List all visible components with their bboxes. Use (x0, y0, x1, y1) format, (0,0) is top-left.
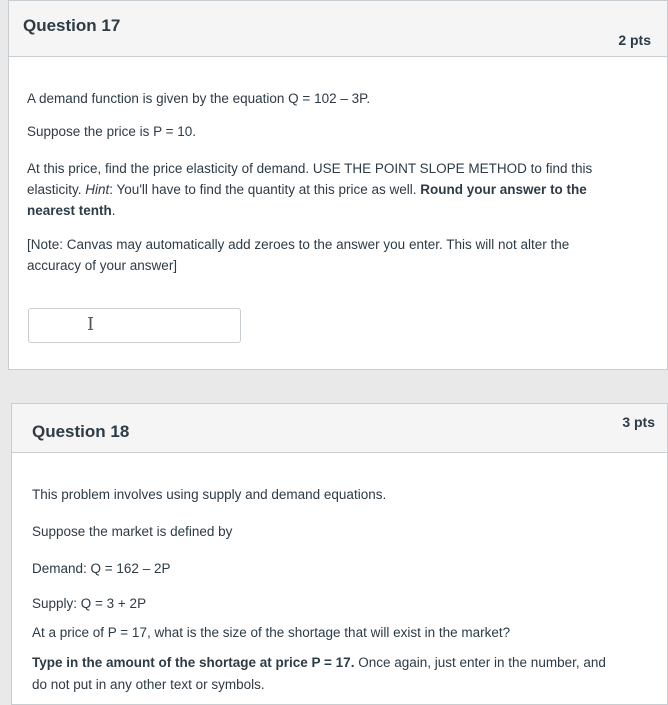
question-18-text-2: Suppose the market is defined by (32, 524, 233, 539)
question-17-card (8, 0, 668, 370)
question-18-text-4 (32, 652, 606, 673)
question-18-header (12, 404, 667, 453)
question-18-card (11, 403, 668, 705)
question-18-demand: Demand: Q = 162 – 2P (32, 561, 171, 576)
question-18-title: Question 18 (32, 422, 130, 441)
q17-hint-label: Hint (85, 182, 110, 197)
q18-once-again: Once again, just enter in the number, and (354, 655, 606, 670)
question-18-text-5: do not put in any other text or symbols. (32, 677, 265, 692)
question-17-note-2: accuracy of your answer] (27, 258, 178, 273)
question-17-text-3a: At this price, find the price elasticity of demand. USE THE POINT SLOPE METHOD to find this (27, 161, 593, 176)
question-17-header (9, 1, 667, 57)
question-18-supply: Supply: Q = 3 + 2P (32, 596, 147, 611)
q17-period: . (111, 203, 116, 218)
question-17-title: Question 17 (23, 16, 121, 35)
q17-elasticity-text: elasticity. (27, 182, 86, 197)
question-18-text-3: At a price of P = 17, what is the size of the shortage that will exist in the market? (32, 625, 511, 640)
question-17-text-2: Suppose the price is P = 10. (27, 124, 196, 139)
q17-nearest-tenth: nearest tenth (27, 203, 112, 218)
question-17-text-3c (27, 200, 116, 221)
q17-hint-text: : You'll have to find the quantity at this price as well. (109, 182, 421, 197)
question-17-text-3b (27, 179, 587, 200)
question-17-points: 2 pts (618, 32, 651, 48)
q18-type-instruction: Type in the amount of the shortage at price P = 17. (32, 655, 355, 670)
question-17-answer-input[interactable] (28, 308, 241, 343)
question-18-text-1: This problem involves using supply and demand equations. (32, 487, 387, 502)
question-17-text-1: A demand function is given by the equation Q = 102 – 3P. (27, 91, 371, 106)
text-cursor-icon: I (87, 314, 95, 335)
question-17-note-1: [Note: Canvas may automatically add zeroes to the answer you enter. This will not alter the (27, 237, 570, 252)
question-18-points: 3 pts (622, 414, 655, 430)
q17-round-text: Round your answer to the (420, 182, 587, 197)
